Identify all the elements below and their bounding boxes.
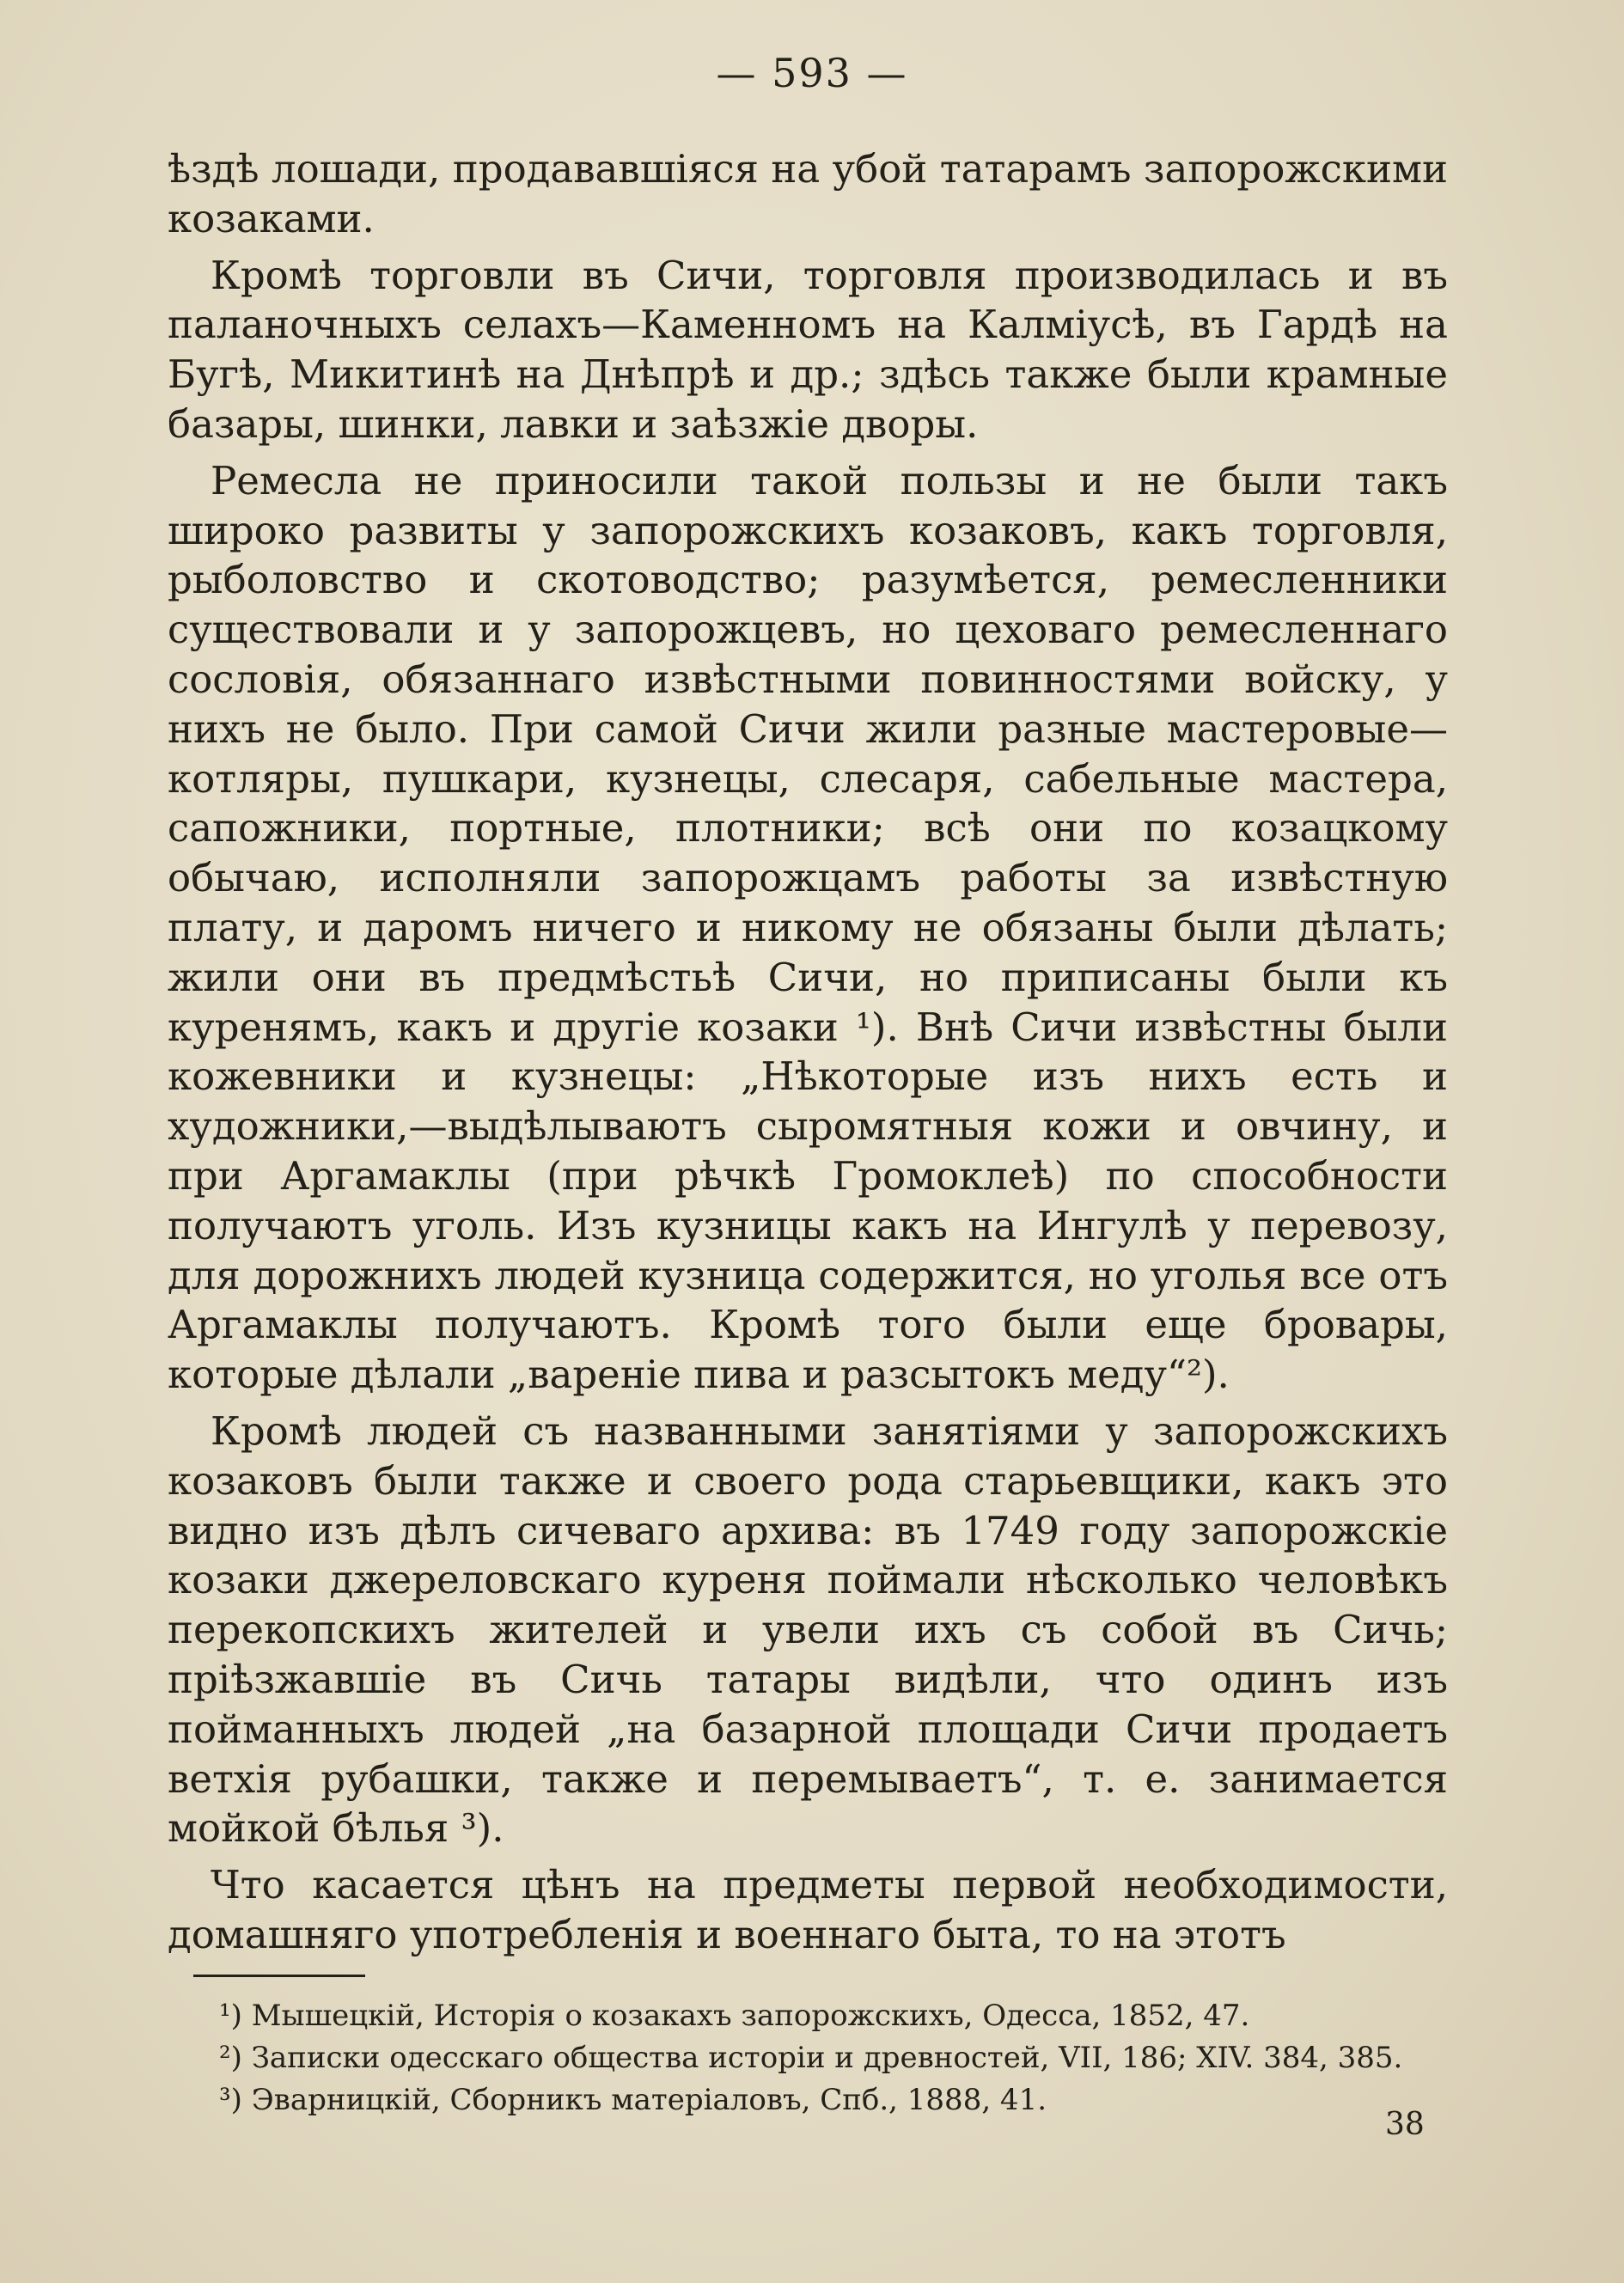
main-text xyxy=(168,144,1448,1960)
paragraph-ragmen: Кромѣ людей съ названными занятіями у запорожскихъ козаковъ были также и своего рода старьевщики, какъ это видно изъ дѣлъ сичеваго архива: въ 1749 году запорожскіе козаки джереловскаго куреня поймали нѣсколько человѣкъ перекопскихъ жителей и увели ихъ съ собой въ Сичь; пріѣзжавшіе въ Сичь татары видѣли, что одинъ изъ пойманныхъ людей „на базарной площади Сичи продаетъ ветхія рубашки, также и перемываетъ“, т. е. занимается мойкой бѣлья ³). xyxy=(168,1407,1448,1852)
footnote-1: ¹) Мышецкій, Исторія о козакахъ запорожскихъ, Одесса, 1852, 47. xyxy=(219,1999,1250,2033)
paragraph-prices: Что касается цѣнъ на предметы первой необходимости, домашняго употребленія и военнаго быта, то на этотъ xyxy=(168,1862,1448,1957)
signature-mark: 38 xyxy=(1385,2107,1425,2142)
paragraph-continued: ѣздѣ лошади, продававшіяся на убой татарамъ запорожскими козаками. xyxy=(168,146,1448,241)
paragraph-trade: Кромѣ торговли въ Сичи, торговля производилась и въ паланочныхъ селахъ—Каменномъ на Калміусѣ, въ Гардѣ на Бугѣ, Микитинѣ на Днѣпрѣ и др.; здѣсь также были крамные базары, шинки, лавки и заѣзжіе дворы. xyxy=(168,252,1448,447)
footnote-3: ³) Эварницкій, Сборникъ матеріаловъ, Спб., 1888, 41. xyxy=(219,2083,1047,2117)
footnote-2: ²) Записки одесскаго общества исторіи и древностей, VII, 186; XIV. 384, 385. xyxy=(219,2041,1403,2075)
paragraph-crafts: Ремесла не приносили такой пользы и не были такъ широко развиты у запорожскихъ козаковъ, какъ торговля, рыболовство и скотоводство; разумѣется, ремесленники существовали и у запорожцевъ, но цеховаго ремесленнаго сословія, обязаннаго извѣстными повинностями войску, у нихъ не было. При самой Сичи жили разные мастеровые—котляры, пушкари, кузнецы, слесаря, сабельные мастера, сапожники, портные, плотники; всѣ они по козацкому обычаю, исполняли запорожцамъ работы за извѣстную плату, и даромъ ничего и никому не обязаны были дѣлать; жили они въ предмѣстьѣ Сичи, но приписаны были къ куренямъ, какъ и другіе козаки ¹). Внѣ Сичи извѣстны были кожевники и кузнецы: „Нѣкоторые изъ нихъ есть и художники,—выдѣлываютъ сыромятныя кожи и овчину, и при Аргамаклы (при рѣчкѣ Громоклеѣ) по способности получаютъ уголь. Изъ кузницы какъ на Ингулѣ у перевозу, для дорожнихъ людей кузница содержится, но уголья все отъ Аргамаклы получаютъ. Кромѣ того были еще бровары, которые дѣлали „вареніе пива и разсытокъ меду“²). xyxy=(168,457,1448,1398)
footnote-divider xyxy=(193,1975,365,1977)
page-number: — 593 — xyxy=(716,50,908,96)
footnotes xyxy=(219,1995,1465,2121)
